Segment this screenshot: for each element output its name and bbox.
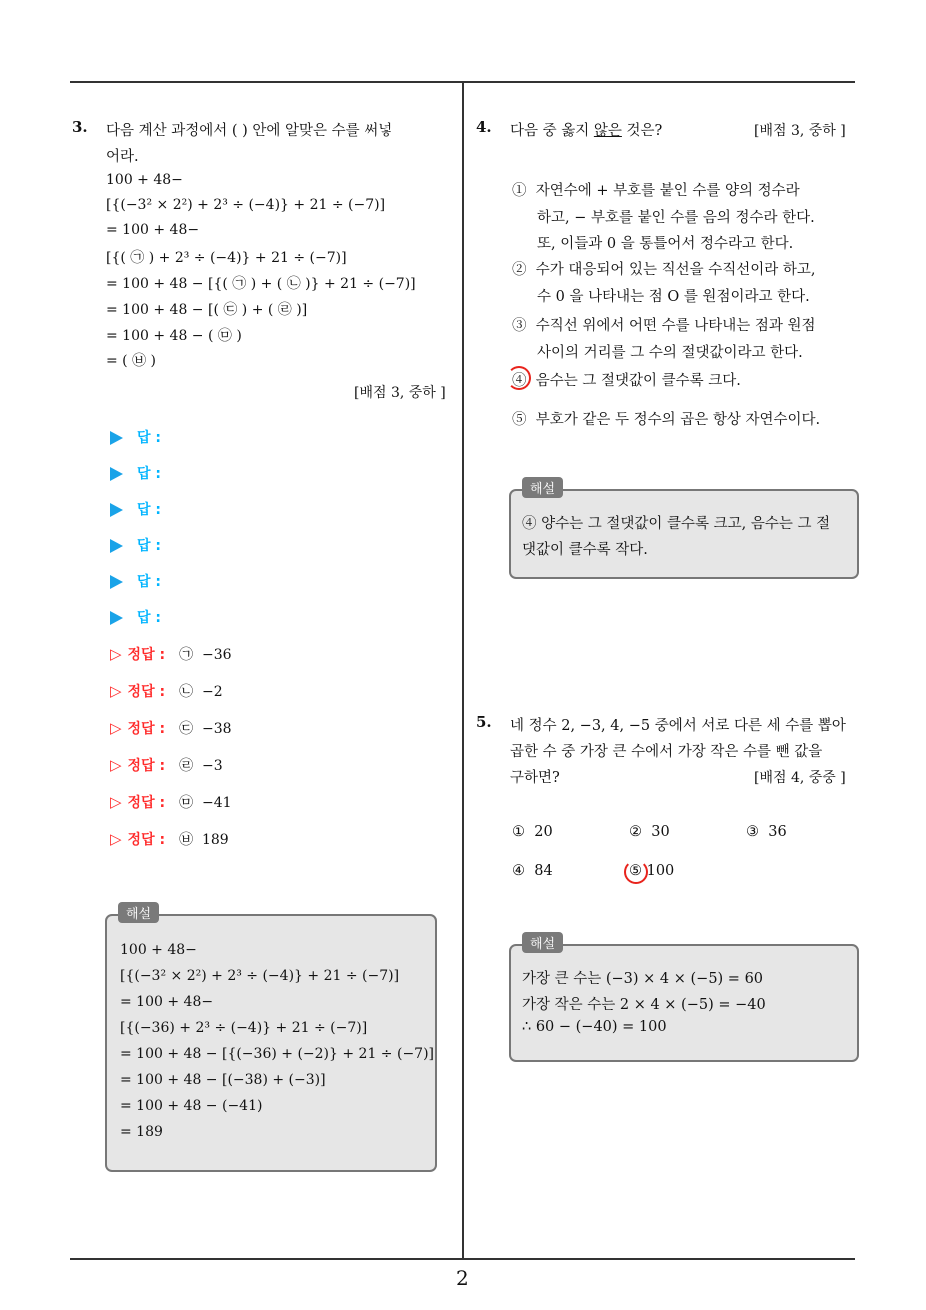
outline-triangle-icon: ▷ bbox=[110, 793, 122, 811]
question-3-prompt-line1: 다음 계산 과정에서 ( ) 안에 알맞은 수를 써넣 bbox=[106, 123, 393, 139]
q4-explain-line-1: ④ 양수는 그 절댓값이 클수록 크고, 음수는 그 절 bbox=[522, 516, 831, 532]
answer-mark: ㉣ bbox=[179, 758, 194, 774]
answer-prompt-label: 답 : bbox=[137, 574, 161, 590]
question-3-score: [배점 3, 중하 ] bbox=[354, 385, 446, 401]
q4-option-3-line1: 수직선 위에서 어떤 수를 나타내는 점과 원점 bbox=[535, 318, 816, 334]
q5-option-3[interactable] bbox=[746, 824, 787, 840]
q3-step-5: = 100 + 48 − [{( ㉠ ) + ( ㉡ )} + 21 ÷ (−7)] bbox=[106, 276, 416, 292]
q4-option-3-mark: ③ bbox=[512, 318, 527, 334]
q5-option-1[interactable] bbox=[512, 824, 553, 840]
selected-answer-circle-icon bbox=[624, 860, 648, 884]
q3-explain-line-8: = 189 bbox=[120, 1124, 163, 1140]
q4-option-3-line2: 사이의 거리를 그 수의 절댓값이라고 한다. bbox=[537, 344, 803, 361]
q3-explain-line-1: 100 + 48− bbox=[120, 942, 197, 958]
q5-option-3-mark: ③ bbox=[746, 824, 759, 840]
q3-explanation-tag: 해설 bbox=[118, 902, 159, 923]
q5-option-2-value: 30 bbox=[651, 824, 670, 840]
q4-option-2-line2: 수 0 을 나타내는 점 O 를 원점이라고 한다. bbox=[537, 288, 810, 305]
q4-option-3[interactable] bbox=[512, 313, 816, 366]
page-number: 2 bbox=[456, 1266, 469, 1290]
outline-triangle-icon: ▷ bbox=[110, 645, 122, 663]
correct-label: 정답 : bbox=[127, 758, 166, 774]
q5-option-1-mark: ① bbox=[512, 824, 525, 840]
q5-option-2[interactable] bbox=[629, 824, 670, 840]
q5-option-3-value: 36 bbox=[768, 824, 787, 840]
q4-prompt-underlined: 않은 bbox=[593, 123, 622, 139]
q3-explain-line-4: [{(−36) + 2³ ÷ (−4)} + 21 ÷ (−7)] bbox=[120, 1020, 368, 1036]
q4-option-4-mark: ④ bbox=[512, 373, 527, 389]
answer-value: −36 bbox=[201, 647, 232, 663]
answer-mark: ㉤ bbox=[179, 795, 194, 811]
question-4-number: 4. bbox=[476, 118, 492, 136]
q5-option-4-mark: ④ bbox=[512, 863, 525, 879]
q4-prompt-pre: 다음 중 옳지 bbox=[510, 123, 594, 139]
correct-answer-3 bbox=[110, 718, 232, 738]
q3-step-6: = 100 + 48 − [( ㉢ ) + ( ㉣ )] bbox=[106, 302, 308, 318]
q4-option-1-mark: ① bbox=[512, 183, 527, 199]
correct-answer-1 bbox=[110, 644, 232, 664]
answer-value: 189 bbox=[201, 832, 229, 848]
play-arrow-icon bbox=[110, 575, 123, 589]
q5-explanation-tag: 해설 bbox=[522, 932, 563, 953]
answer-value: −3 bbox=[201, 758, 223, 774]
outline-triangle-icon: ▷ bbox=[110, 719, 122, 737]
q4-option-1-line1: 자연수에 + 부호를 붙인 수를 양의 정수라 bbox=[535, 183, 800, 199]
answer-value: −38 bbox=[201, 721, 232, 737]
column-divider bbox=[462, 81, 464, 1259]
q3-step-8: = ( ㉥ ) bbox=[106, 353, 157, 369]
q3-step-2: [{(−3² × 2²) + 2³ ÷ (−4)} + 21 ÷ (−7)] bbox=[106, 197, 386, 213]
answer-mark: ㉥ bbox=[179, 832, 194, 848]
q4-explanation-box bbox=[509, 489, 859, 579]
answer-value: −41 bbox=[201, 795, 232, 811]
correct-answer-6 bbox=[110, 829, 229, 849]
bottom-rule bbox=[70, 1258, 855, 1260]
outline-triangle-icon: ▷ bbox=[110, 830, 122, 848]
outline-triangle-icon: ▷ bbox=[110, 756, 122, 774]
q4-explanation-tag: 해설 bbox=[522, 477, 563, 498]
q3-explain-line-3: = 100 + 48− bbox=[120, 994, 214, 1010]
answer-mark: ㉡ bbox=[179, 684, 194, 700]
correct-label: 정답 : bbox=[127, 647, 166, 663]
answer-prompt-label: 답 : bbox=[137, 466, 161, 482]
q3-step-7: = 100 + 48 − ( ㉤ ) bbox=[106, 328, 242, 344]
correct-answer-2 bbox=[110, 681, 223, 701]
question-3-number: 3. bbox=[72, 118, 88, 136]
q5-explain-line-1: 가장 큰 수는 (−3) × 4 × (−5) = 60 bbox=[522, 971, 764, 987]
correct-label: 정답 : bbox=[127, 721, 166, 737]
answer-input-3[interactable] bbox=[110, 499, 161, 519]
outline-triangle-icon: ▷ bbox=[110, 682, 122, 700]
answer-input-4[interactable] bbox=[110, 535, 161, 555]
q5-option-4[interactable] bbox=[512, 863, 553, 879]
correct-label: 정답 : bbox=[127, 832, 166, 848]
question-5-prompt-line1: 네 정수 2, −3, 4, −5 중에서 서로 다른 세 수를 뽑아 bbox=[510, 718, 846, 734]
q3-step-4: [{( ㉠ ) + 2³ ÷ (−4)} + 21 ÷ (−7)] bbox=[106, 250, 347, 266]
question-5-prompt-line2: 곱한 수 중 가장 큰 수에서 가장 작은 수를 뺀 값을 bbox=[510, 744, 823, 760]
q4-option-2-line1: 수가 대응되어 있는 직선을 수직선이라 하고, bbox=[535, 262, 816, 278]
q4-option-2-mark: ② bbox=[512, 262, 527, 278]
answer-value: −2 bbox=[201, 684, 223, 700]
q4-option-5-mark: ⑤ bbox=[512, 412, 527, 428]
q5-option-2-mark: ② bbox=[629, 824, 642, 840]
q4-option-1-line2: 하고, − 부호를 붙인 수를 음의 정수라 한다. bbox=[537, 209, 815, 226]
answer-prompt-label: 답 : bbox=[137, 430, 161, 446]
q3-explain-line-6: = 100 + 48 − [(−38) + (−3)] bbox=[120, 1072, 326, 1088]
question-3-prompt-line2: 어라. bbox=[106, 149, 139, 165]
answer-prompt-label: 답 : bbox=[137, 538, 161, 554]
play-arrow-icon bbox=[110, 431, 123, 445]
play-arrow-icon bbox=[110, 467, 123, 481]
q4-option-2[interactable] bbox=[512, 257, 816, 310]
answer-input-1[interactable] bbox=[110, 427, 161, 447]
correct-label: 정답 : bbox=[127, 684, 166, 700]
q4-option-5[interactable] bbox=[512, 408, 820, 429]
q5-explain-line-2: 가장 작은 수는 2 × 4 × (−5) = −40 bbox=[522, 997, 766, 1013]
answer-input-2[interactable] bbox=[110, 463, 161, 483]
answer-mark: ㉢ bbox=[179, 721, 194, 737]
q5-option-5-mark: ⑤ bbox=[629, 863, 642, 879]
question-4-score: [배점 3, 중하 ] bbox=[754, 123, 846, 139]
question-5-score: [배점 4, 중중 ] bbox=[754, 770, 846, 786]
q5-option-4-value: 84 bbox=[534, 863, 553, 879]
selected-answer-circle-icon bbox=[507, 366, 531, 390]
q4-explain-line-2: 댓값이 클수록 작다. bbox=[522, 542, 648, 558]
answer-mark: ㉠ bbox=[179, 647, 194, 663]
play-arrow-icon bbox=[110, 503, 123, 517]
q4-option-5-line1: 부호가 같은 두 정수의 곱은 항상 자연수이다. bbox=[535, 412, 821, 428]
q5-option-1-value: 20 bbox=[534, 824, 553, 840]
play-arrow-icon bbox=[110, 611, 123, 625]
correct-answer-4 bbox=[110, 755, 223, 775]
q5-explain-line-3: ∴ 60 − (−40) = 100 bbox=[522, 1019, 667, 1035]
answer-prompt-label: 답 : bbox=[137, 610, 161, 626]
question-4-prompt bbox=[510, 119, 662, 140]
q3-explain-line-2: [{(−3² × 2²) + 2³ ÷ (−4)} + 21 ÷ (−7)] bbox=[120, 968, 400, 984]
correct-answer-5 bbox=[110, 792, 232, 812]
q4-option-4-line1: 음수는 그 절댓값이 클수록 크다. bbox=[535, 373, 741, 389]
answer-input-5[interactable] bbox=[110, 571, 161, 591]
q4-option-4[interactable] bbox=[512, 369, 741, 390]
q4-option-1[interactable] bbox=[512, 178, 815, 258]
play-arrow-icon bbox=[110, 539, 123, 553]
question-5-prompt-line3: 구하면? bbox=[510, 770, 560, 786]
q3-step-1: 100 + 48− bbox=[106, 172, 183, 188]
q3-explain-line-7: = 100 + 48 − (−41) bbox=[120, 1098, 263, 1114]
q4-prompt-post: 것은? bbox=[621, 123, 663, 139]
q5-option-5-value: 100 bbox=[646, 863, 675, 879]
q3-explain-line-5: = 100 + 48 − [{(−36) + (−2)} + 21 ÷ (−7)] bbox=[120, 1046, 435, 1062]
answer-input-6[interactable] bbox=[110, 607, 161, 627]
question-5-number: 5. bbox=[476, 713, 492, 731]
answer-prompt-label: 답 : bbox=[137, 502, 161, 518]
correct-label: 정답 : bbox=[127, 795, 166, 811]
q4-option-1-line3: 또, 이들과 0 을 통틀어서 정수라고 한다. bbox=[537, 236, 794, 252]
q3-step-3: = 100 + 48− bbox=[106, 222, 200, 238]
